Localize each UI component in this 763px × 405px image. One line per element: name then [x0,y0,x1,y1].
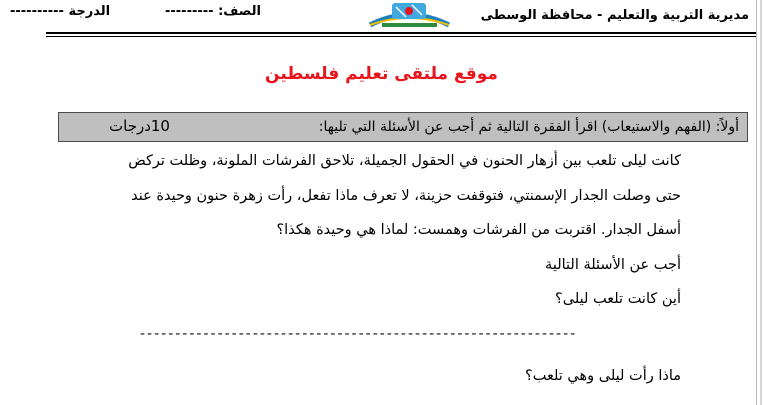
section-heading-box [58,112,748,142]
directorate-header: مديرية التربية والتعليم - محافظة الوسطى [480,8,749,23]
page-edge-rule [756,0,757,405]
grade-blank: ---------- [10,4,64,19]
answer-line: -------------------------------------------------------------- [140,326,578,342]
class-blank: --------- [165,4,214,19]
class-label: الصف: [218,4,261,19]
grade-field [10,4,110,19]
page-edge-shadow [760,0,762,405]
passage-line: كانت ليلى تلعب بين أزهار الحنون في الحقول الجميلة، تلاحق الفرشات الملونة، وظلت تركض [128,153,681,169]
questions-intro: أجب عن الأسئلة التالية [545,257,681,273]
class-field [165,4,261,19]
site-title: موقع ملتقى تعليم فلسطين [265,64,498,84]
question-1: أين كانت تلعب ليلى؟ [555,291,681,307]
ministry-logo-icon [362,1,457,29]
header-rule-thin [46,36,756,37]
section-heading: أولاً: (الفهم والاستيعاب) اقرأ الفقرة التالية ثم أجب عن الأسئلة التي تليها: [318,119,739,135]
passage-line: حتى وصلت الجدار الإسمنتي، فتوقفت حزينة، لا تعرف ماذا تفعل، رأت زهرة حنون وحيدة عند [131,188,681,204]
header-rule [46,32,756,34]
question-2: ماذا رأت ليلى وهي تلعب؟ [525,368,681,384]
grade-label: الدرجة [68,4,111,19]
section-marks: 10درجات [109,117,170,135]
passage-line: أسفل الجدار. اقتربت من الفرشات وهمست: لماذا هي وحيدة هكذا؟ [276,222,681,238]
